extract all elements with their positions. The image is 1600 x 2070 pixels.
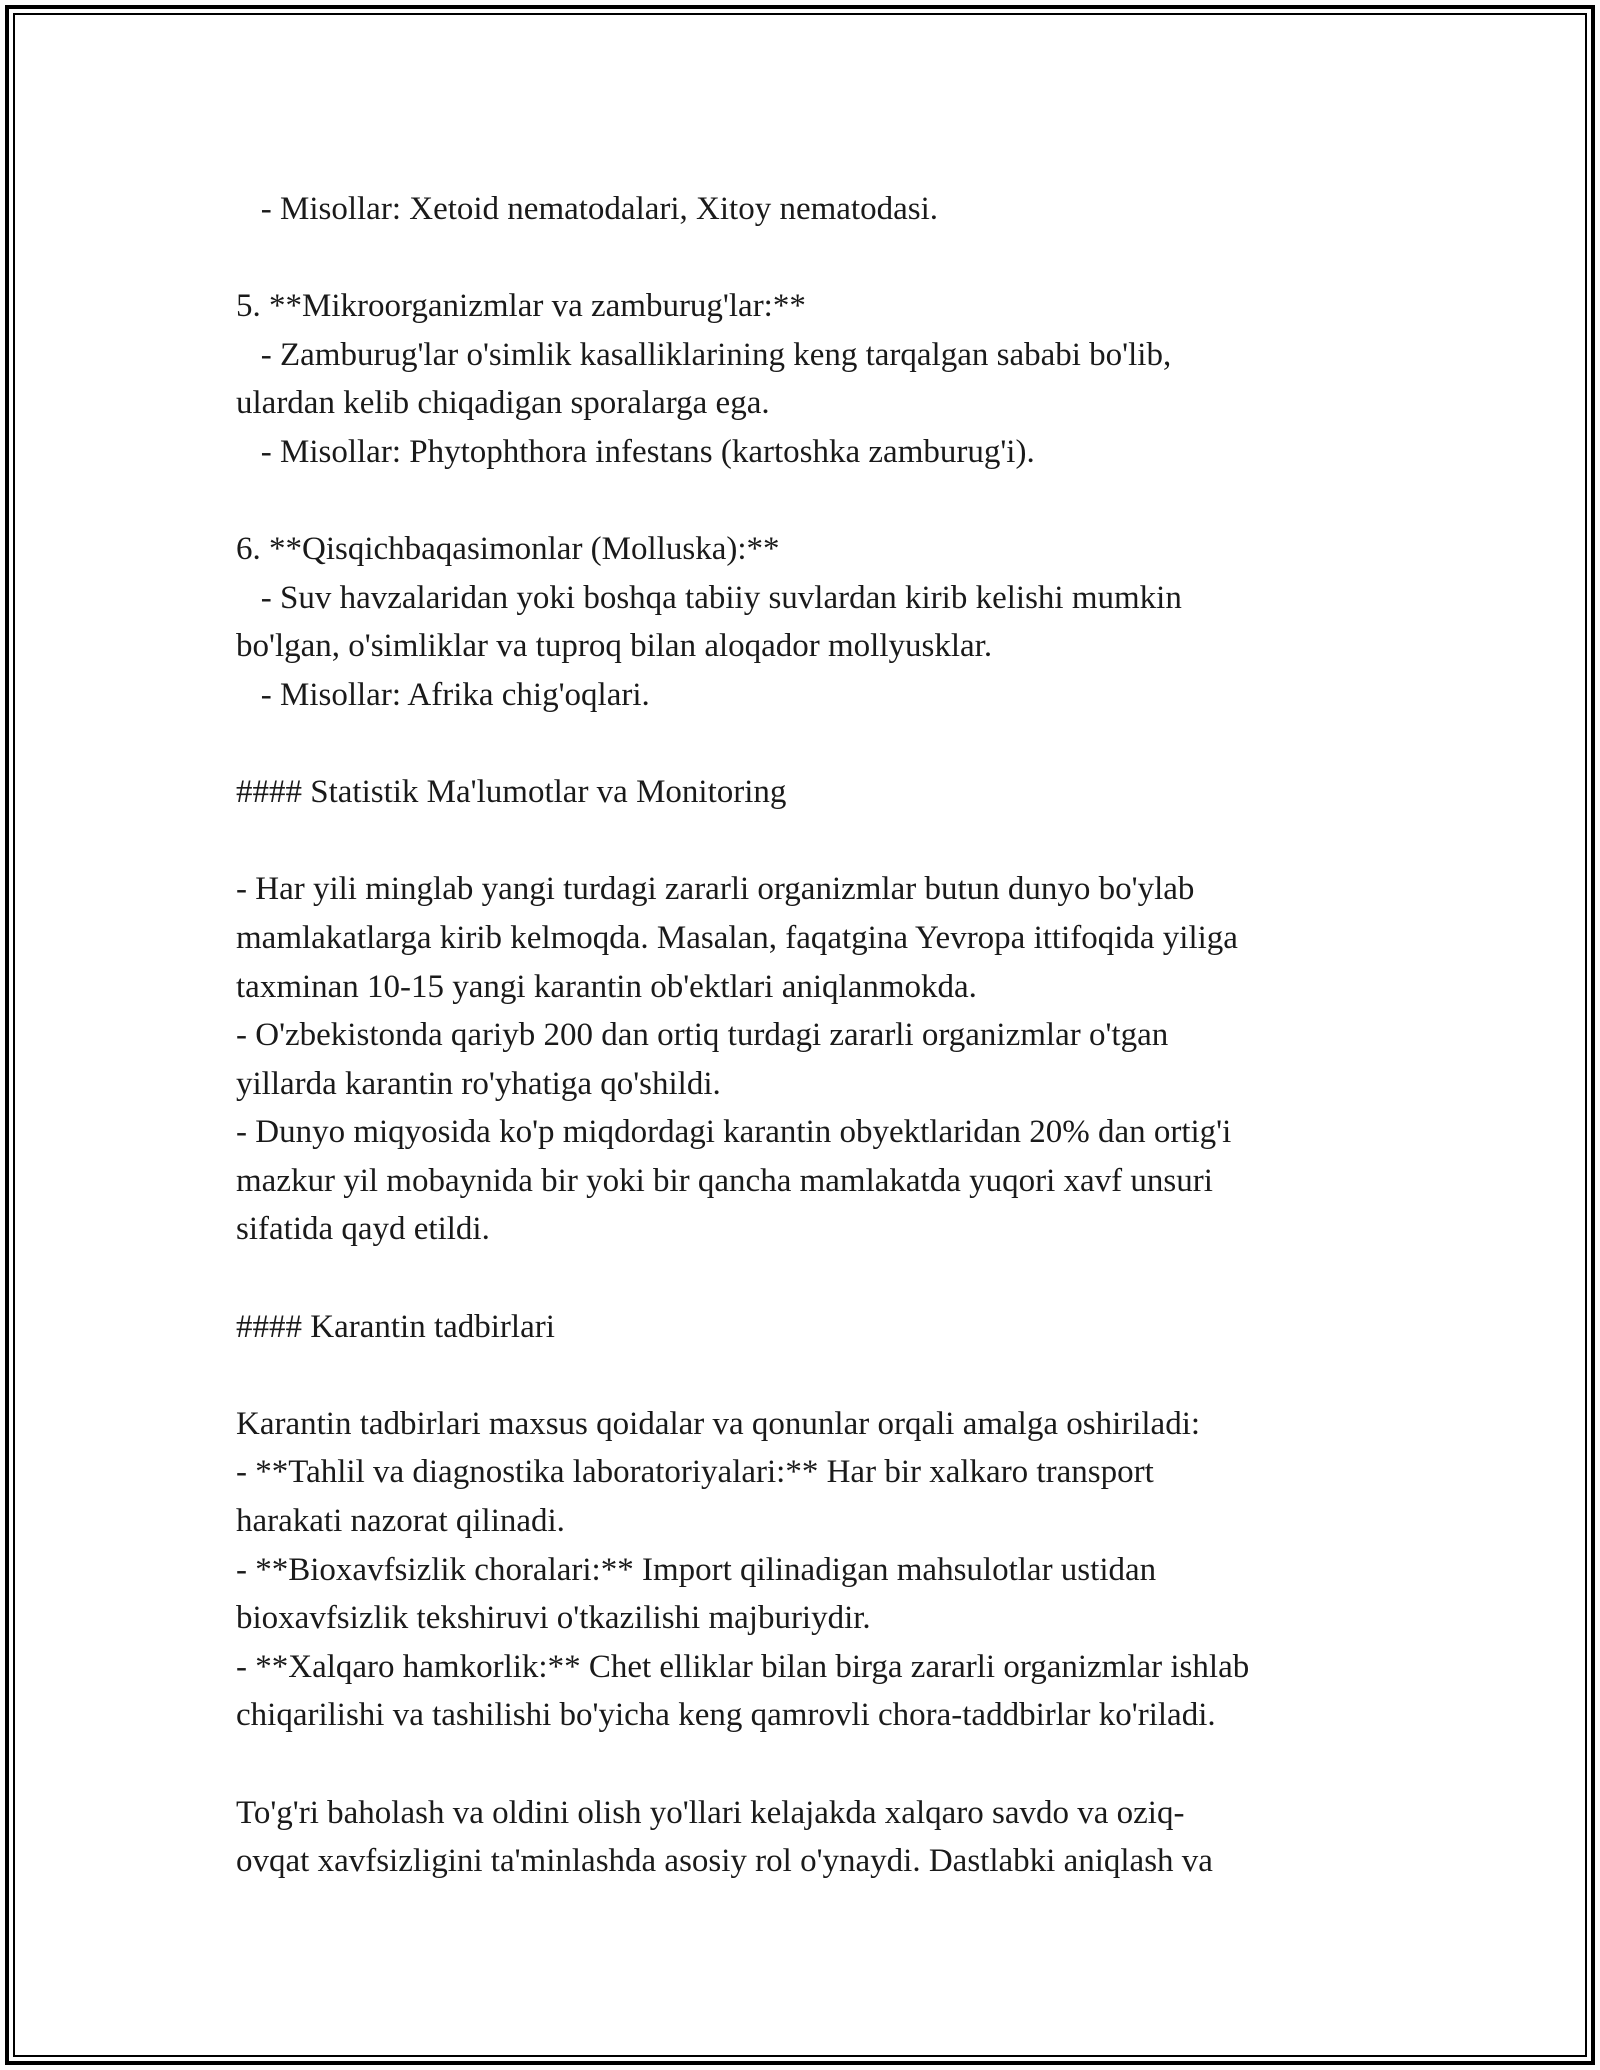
list-item-line: - Dunyo miqyosida ko'p miqdordagi karantin obyektlaridan 20% dan ortig'i bbox=[236, 1114, 1232, 1151]
list-item-line: - Zamburug'lar o'simlik kasalliklarining keng tarqalgan sababi bo'lib, bbox=[236, 336, 1172, 373]
list-item-line: - Misollar: Xetoid nematodalari, Xitoy nematodasi. bbox=[236, 191, 939, 227]
blank-line bbox=[236, 720, 1386, 769]
text-line: chiqarilishi va tashilishi bo'yicha keng qamrovli chora-taddbirlar ko'riladi. bbox=[236, 1697, 1216, 1734]
numbered-item-heading: 6. **Qisqichbaqasimonlar (Molluska):** bbox=[236, 531, 780, 568]
section-heading: #### Statistik Ma'lumotlar va Monitoring bbox=[236, 774, 787, 811]
document-body bbox=[236, 185, 1386, 1886]
list-item-line: - Suv havzalaridan yoki boshqa tabiiy suvlardan kirib kelishi mumkin bbox=[236, 579, 1182, 616]
blank-line bbox=[236, 817, 1386, 866]
list-item-line: - **Tahlil va diagnostika laboratoriyalari:** Har bir xalkaro transport bbox=[236, 1454, 1154, 1491]
text-line: taxminan 10-15 yangi karantin ob'ektlari aniqlanmokda. bbox=[236, 968, 977, 1005]
list-item-line: - O'zbekistonda qariyb 200 dan ortiq turdagi zararli organizmlar o'tgan bbox=[236, 1017, 1169, 1054]
section-heading: #### Karantin tadbirlari bbox=[236, 1308, 555, 1345]
blank-line bbox=[236, 234, 1386, 283]
text-line: mazkur yil mobaynida bir yoki bir qancha mamlakatda yuqori xavf unsuri bbox=[236, 1162, 1213, 1199]
blank-line bbox=[236, 477, 1386, 526]
numbered-item-heading: 5. **Mikroorganizmlar va zamburug'lar:** bbox=[236, 288, 806, 325]
text-line: yillarda karantin ro'yhatiga qo'shildi. bbox=[236, 1065, 721, 1102]
text-line: ovqat xavfsizligini ta'minlashda asosiy rol o'ynaydi. Dastlabki aniqlash va bbox=[236, 1843, 1213, 1880]
text-line: ulardan kelib chiqadigan sporalarga ega. bbox=[236, 385, 770, 422]
list-item-line: - Misollar: Afrika chig'oqlari. bbox=[236, 676, 650, 713]
text-line: bioxavfsizlik tekshiruvi o'tkazilishi majburiydir. bbox=[236, 1600, 871, 1637]
list-item-line: - **Bioxavfsizlik choralari:** Import qilinadigan mahsulotlar ustidan bbox=[236, 1551, 1157, 1588]
blank-line bbox=[236, 1254, 1386, 1303]
list-item-line: - **Xalqaro hamkorlik:** Chet elliklar bilan birga zararli organizmlar ishlab bbox=[236, 1648, 1250, 1685]
text-line: bo'lgan, o'simliklar va tuproq bilan aloqador mollyusklar. bbox=[236, 628, 993, 665]
blank-line bbox=[236, 1740, 1386, 1789]
list-item-line: - Har yili minglab yangi turdagi zararli organizmlar butun dunyo bo'ylab bbox=[236, 871, 1195, 908]
list-item-line: - Misollar: Phytophthora infestans (kartoshka zamburug'i). bbox=[236, 433, 1035, 470]
text-line: mamlakatlarga kirib kelmoqda. Masalan, faqatgina Yevropa ittifoqida yiliga bbox=[236, 919, 1238, 956]
text-line: harakati nazorat qilinadi. bbox=[236, 1503, 565, 1540]
text-line: To'g'ri baholash va oldini olish yo'llari kelajakda xalqaro savdo va oziq- bbox=[236, 1794, 1185, 1831]
blank-line bbox=[236, 1351, 1386, 1400]
text-line: Karantin tadbirlari maxsus qoidalar va qonunlar orqali amalga oshiriladi: bbox=[236, 1405, 1201, 1442]
text-line: sifatida qayd etildi. bbox=[236, 1211, 490, 1248]
